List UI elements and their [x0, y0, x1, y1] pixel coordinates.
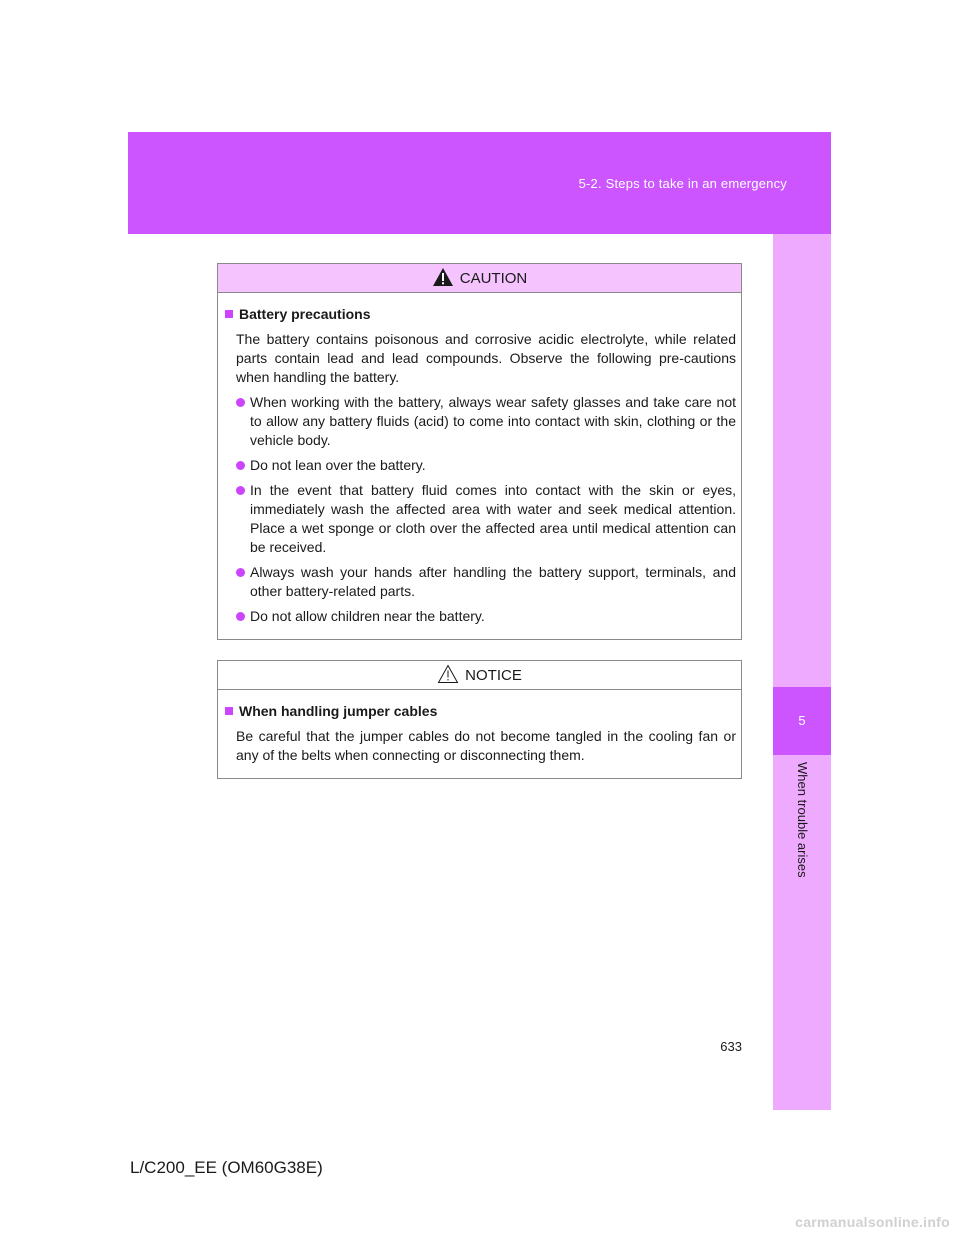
caution-list-item	[236, 607, 736, 626]
notice-topic	[223, 702, 736, 721]
dot-bullet-icon	[236, 486, 245, 495]
caution-header	[218, 264, 741, 293]
caution-item-text: Do not allow children near the battery.	[250, 608, 485, 624]
notice-text: Be careful that the jumper cables do not become tangled in the cooling fan or any of the belts when connecting or disconnecting them.	[236, 728, 736, 763]
section-title: 5-2. Steps to take in an emergency	[578, 176, 787, 191]
notice-title: NOTICE	[465, 666, 522, 684]
dot-bullet-icon	[236, 398, 245, 407]
caution-list-item	[236, 456, 736, 475]
page-number: 633	[720, 1039, 742, 1054]
caution-intro: The battery contains poisonous and corrosive acidic electrolyte, while related parts contain lead and lead compounds. Observe the following pre-cautions when handling the battery.	[236, 331, 736, 385]
caution-list-item	[236, 563, 736, 601]
notice-box	[217, 660, 742, 779]
notice-header	[218, 661, 741, 690]
dot-bullet-icon	[236, 612, 245, 621]
footer-code: L/C200_EE (OM60G38E)	[130, 1158, 323, 1177]
notice-topic-label: When handling jumper cables	[239, 703, 438, 719]
chapter-number-box	[773, 687, 831, 755]
square-bullet-icon	[225, 310, 233, 318]
caution-topic-label: Battery precautions	[239, 306, 371, 322]
caution-item-text: When working with the battery, always wear safety glasses and take care not to allow any battery fluids (acid) to come into contact with skin, clothing or the vehicle body.	[250, 394, 736, 448]
caution-title: CAUTION	[459, 269, 528, 287]
warning-triangle-outline-icon	[437, 664, 459, 684]
caution-list-item	[236, 393, 736, 450]
caution-body	[218, 293, 741, 626]
square-bullet-icon	[225, 707, 233, 715]
caution-topic	[223, 305, 736, 324]
caution-item-text: In the event that battery fluid comes into contact with the skin or eyes, immediately wash the affected area with water and seek medical attention. Place a wet sponge or cloth over the affected area until medical attention can be received.	[250, 482, 736, 555]
chapter-side-tab	[773, 234, 831, 1110]
watermark: carmanualsonline.info	[795, 1214, 950, 1230]
caution-item-text: Always wash your hands after handling the battery support, terminals, and other battery-related parts.	[250, 564, 736, 599]
caution-item-text: Do not lean over the battery.	[250, 457, 426, 473]
caution-box	[217, 263, 742, 640]
chapter-number: 5	[798, 713, 806, 728]
chapter-label: When trouble arises	[795, 762, 810, 878]
warning-triangle-filled-icon	[432, 267, 454, 287]
caution-list-item	[236, 481, 736, 557]
header-band	[128, 132, 831, 234]
dot-bullet-icon	[236, 461, 245, 470]
notice-body	[218, 690, 741, 765]
dot-bullet-icon	[236, 568, 245, 577]
